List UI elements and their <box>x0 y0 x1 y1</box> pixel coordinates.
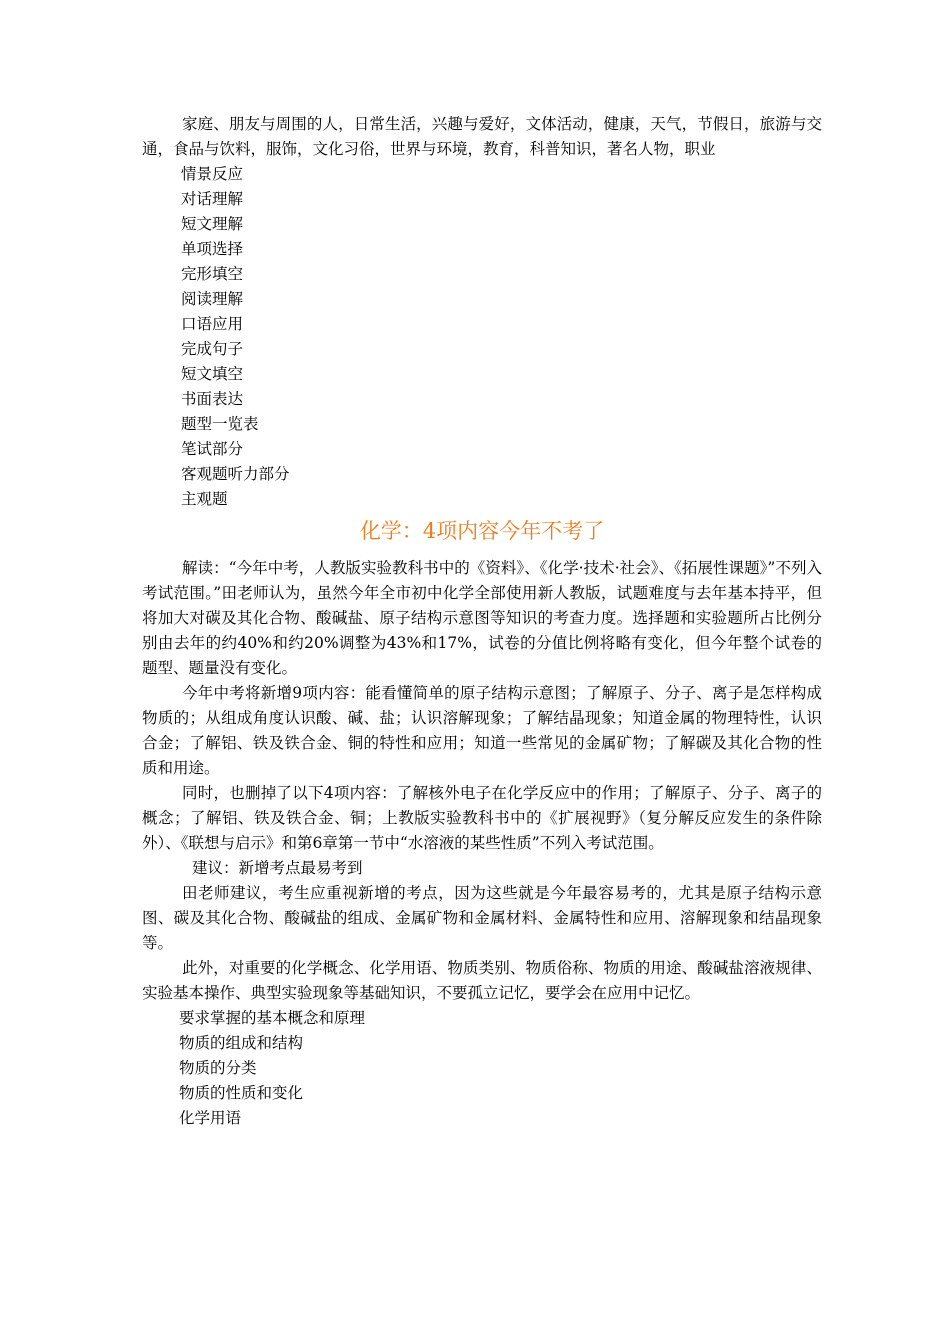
english-item-list <box>142 162 822 512</box>
list-item: 口语应用 <box>181 315 244 333</box>
list-item: 主观题 <box>181 490 228 508</box>
list-item: 物质的性质和变化 <box>179 1084 304 1102</box>
list-item: 对话理解 <box>181 190 244 208</box>
topics-paragraph: 家庭、朋友与周围的人，日常生活，兴趣与爱好，文体活动，健康，天气，节假日，旅游与交通，食品与饮料，服饰，文化习俗，世界与环境，教育，科普知识，著名人物，职业 <box>142 115 822 158</box>
list-item: 完形填空 <box>181 265 244 283</box>
suggestion-heading: 建议：新增考点最易考到 <box>192 859 363 877</box>
list-item: 物质的分类 <box>179 1059 257 1077</box>
chemistry-item-list <box>142 1006 822 1131</box>
list-item: 短文填空 <box>181 365 244 383</box>
memory-advice-paragraph: 此外，对重要的化学概念、化学用语、物质类别、物质俗称、物质的用途、酸碱盐溶液规律、实验基本操作、典型实验现象等基础知识，不要孤立记忆，要学会在应用中记忆。 <box>142 959 822 1002</box>
list-item: 情景反应 <box>181 165 244 183</box>
advice-paragraph: 田老师建议，考生应重视新增的考点，因为这些就是今年最容易考的，尤其是原子结构示意图、碳及其化合物、酸碱盐的组成、金属矿物和金属材料、金属特性和应用、溶解现象和结晶现象等。 <box>142 884 822 952</box>
document-page <box>142 112 822 1131</box>
list-item: 化学用语 <box>179 1109 242 1127</box>
list-item: 物质的组成和结构 <box>179 1034 304 1052</box>
interpretation-paragraph: 解读：“今年中考，人教版实验教科书中的《资料》、《化学·技术·社会》、《拓展性课题》”不列入考试范围。”田老师认为，虽然今年全市初中化学全部使用新人教版，试题难度与去年基本持平，但将加大对碳及其化合物、酸碱盐、原子结构示意图等知识的考查力度。选择题和实验题所占比例分别由去年的约40%和约20%调整为43%和17%，试卷的分值比例将略有变化，但今年整个试卷的题型、题量没有变化。 <box>142 559 822 677</box>
list-item: 短文理解 <box>181 215 244 233</box>
list-item: 书面表达 <box>181 390 244 408</box>
list-item: 单项选择 <box>181 240 244 258</box>
new-content-paragraph: 今年中考将新增9项内容：能看懂简单的原子结构示意图；了解原子、分子、离子是怎样构成物质的；从组成角度认识酸、碱、盐；认识溶解现象；了解结晶现象；知道金属的物理特性，认识合金；了解铝、铁及铁合金、铜的特性和应用；知道一些常见的金属矿物；了解碳及其化合物的性质和用途。 <box>142 684 822 777</box>
removed-content-paragraph: 同时，也删掉了以下4项内容：了解核外电子在化学反应中的作用；了解原子、分子、离子的概念；了解铝、铁及铁合金、铜；上教版实验教科书中的《扩展视野》（复分解反应发生的条件除外）、《联想与启示》和第6章第一节中“水溶液的某些性质”不列入考试范围。 <box>142 784 822 852</box>
list-item: 客观题听力部分 <box>181 465 290 483</box>
list-item: 要求掌握的基本概念和原理 <box>179 1009 366 1027</box>
chemistry-section-title: 化学：4项内容今年不考了 <box>359 519 605 543</box>
list-item: 笔试部分 <box>181 440 244 458</box>
list-item: 完成句子 <box>181 340 244 358</box>
list-item: 题型一览表 <box>181 415 259 433</box>
list-item: 阅读理解 <box>181 290 244 308</box>
